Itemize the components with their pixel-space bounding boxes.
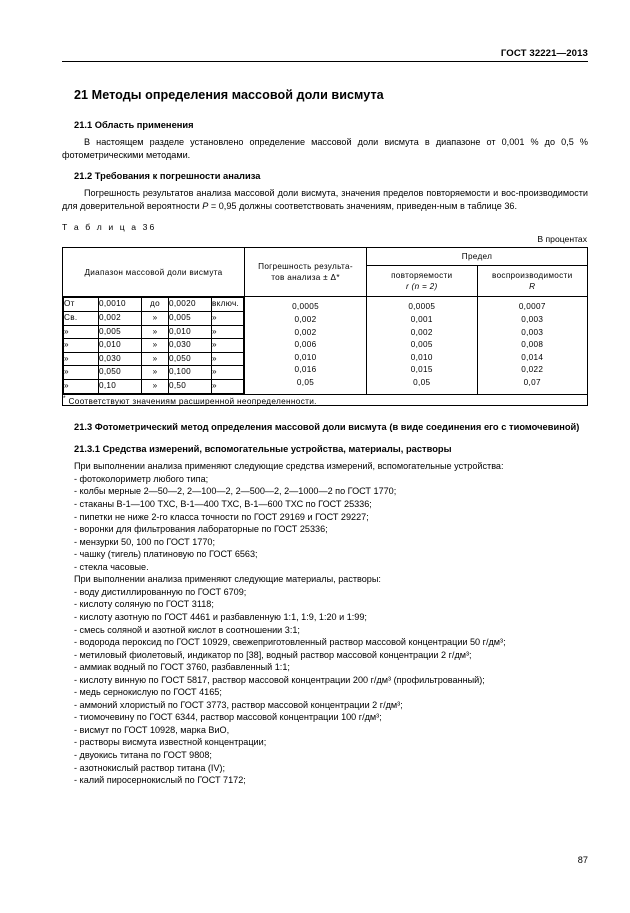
range-3-to: » [142,339,169,353]
list-item: - воду дистиллированную по ГОСТ 6709; [74,586,247,597]
delta-value-4: 0,010 [294,352,317,362]
list-item: - фотоколориметр любого типа; [74,473,209,484]
paragraph-21-2-part-c: = 0,95 должны соответствовать значениям, приведен- [208,200,440,211]
list-item: - чашку (тигель) платиновую по ГОСТ 6563; [74,549,258,560]
range-subtable [63,297,244,393]
running-header-standard-number: ГОСТ 32221—2013 [500,48,588,59]
range-1-inclusive: » [212,311,244,325]
cell-analysis-error-column [245,297,367,394]
range-4-upper: 0,050 [169,352,212,366]
column-header-analysis-error-line1: Погрешность результа- [258,262,353,272]
intro-instruments: При выполнении анализа применяют следующие средства измерений, вспомогательные устройства: [74,461,504,472]
list-item: - двуокись титана по ГОСТ 9808; [74,749,212,760]
table-footnote-row [63,394,588,406]
list-item: - калий пиросернокислый по ГОСТ 7172; [74,775,246,786]
reproducibility-value-2: 0,003 [521,327,544,337]
table-row [63,297,588,394]
range-4-inclusive: » [212,352,244,366]
table-header-row-1 [63,248,588,266]
range-1-upper: 0,005 [169,311,212,325]
list-item: - кислоту соляную по ГОСТ 3118; [74,599,214,610]
list-item: - аммиак водный по ГОСТ 3760, разбавленный 1:1; [74,662,290,673]
range-2-lower: 0,005 [99,325,142,339]
column-header-analysis-error-line2: тов анализа ± Δ* [271,273,340,283]
paragraph-21-1: В настоящем разделе установлено определение массовой доли висмута в диапазоне от 0,001 % до 0,5 % фотометрическими методами. [62,137,588,160]
range-5-inclusive: » [212,366,244,380]
range-5-lower: 0,050 [99,366,142,380]
range-row-4 [64,352,244,366]
cell-reproducibility-column [477,297,588,394]
range-2-from: » [64,325,99,339]
column-header-reproducibility [477,266,588,297]
column-header-repeatability-line1: повторяемости [391,271,453,281]
cell-repeatability-column [367,297,478,394]
range-1-lower: 0,002 [99,311,142,325]
range-4-to: » [142,352,169,366]
list-item: - водорода пероксид по ГОСТ 10929, свежеприготовленный раствор массовой концентрации 50 г/дм³; [74,637,506,648]
list-item: - кислоту винную по ГОСТ 5817, раствор массовой концентрации 200 г/дм³ (профильтрованный); [74,674,485,685]
paragraph-21-2-part-a: Погрешность результатов анализа массовой доли висмута, значения пределов повторяемости и вос- [84,188,519,199]
range-4-lower: 0,030 [99,352,142,366]
list-item: - висмут по ГОСТ 10928, марка ВиО, [74,724,230,735]
list-item: - метиловый фиолетовый, индикатор по [38], водный раствор массовой концентрации 2 г/дм³; [74,649,472,660]
range-1-to: » [142,311,169,325]
reproducibility-value-1: 0,003 [521,314,544,324]
delta-value-0: 0,0005 [292,302,319,312]
range-4-from: » [64,352,99,366]
cell-range-column [63,297,245,394]
range-6-lower: 0,10 [99,379,142,393]
paragraph-21-2-symbol-p: P [202,200,209,211]
range-0-upper: 0,0020 [169,298,212,312]
range-2-upper: 0,010 [169,325,212,339]
table-units-note: В процентах [537,234,587,245]
range-3-from: » [64,339,99,353]
range-1-from: Св. [64,311,99,325]
range-0-inclusive: включ. [212,298,244,312]
reproducibility-value-4: 0,014 [521,352,544,362]
list-item: - кислоту азотную по ГОСТ 4461 и разбавленную 1:1, 1:9, 1:20 и 1:99; [74,611,367,622]
delta-value-6: 0,05 [296,377,315,387]
list-item: - смесь соляной и азотной кислот в соотношении 3:1; [74,624,300,635]
section-title: 21 Методы определения массовой доли висмута [74,88,384,102]
subsection-heading-21-1: 21.1 Область применения [74,120,194,130]
column-header-mass-fraction-range: Диапазон массовой доли висмута [63,248,245,297]
list-item: - тиомочевину по ГОСТ 6344, раствор массовой концентрации 100 г/дм³; [74,712,382,723]
column-header-reproducibility-line2: R [529,282,536,292]
range-row-5 [64,366,244,380]
range-row-0 [64,298,244,312]
repeatability-value-2: 0,002 [410,327,433,337]
paragraph-21-2-part-b: производимости для доверительной вероятности [62,188,588,211]
repeatability-value-5: 0,015 [410,365,433,375]
error-limits-table [62,247,588,406]
range-6-from: » [64,379,99,393]
list-item: - медь сернокислую по ГОСТ 4165; [74,687,222,698]
range-5-from: » [64,366,99,380]
column-header-repeatability [367,266,478,297]
list-item: - мензурки 50, 100 по ГОСТ 1770; [74,536,216,547]
table-head [63,248,588,297]
range-row-3 [64,339,244,353]
table-footnote [63,394,588,406]
repeatability-value-4: 0,010 [410,352,433,362]
list-item: - стекла часовые. [74,561,149,572]
repeatability-value-0: 0,0005 [408,302,436,312]
repeatability-value-3: 0,005 [410,340,433,350]
range-2-to: » [142,325,169,339]
column-header-analysis-error [245,248,367,297]
subsection-heading-21-3-1: 21.3.1 Средства измерений, вспомогательные устройства, материалы, растворы [74,444,452,455]
table-body [63,297,588,406]
reproducibility-value-6: 0,07 [523,377,541,387]
table-footnote-text: Соответствуют значениям расширенной неопределенности. [68,395,317,406]
repeatability-value-6: 0,05 [413,377,431,387]
instruments-list [62,473,588,573]
list-item: - пипетки не ниже 2-го класса точности по ГОСТ 29169 и ГОСТ 29227; [74,511,369,522]
range-3-inclusive: » [212,339,244,353]
column-header-repeatability-line2: r (n = 2) [405,282,438,292]
delta-value-5: 0,016 [294,365,317,375]
delta-value-3: 0,006 [294,340,317,350]
list-item: - воронки для фильтрования лабораторные по ГОСТ 25336; [74,524,328,535]
list-item: - азотнокислый раствор титана (IV); [74,762,226,773]
range-6-upper: 0,50 [169,379,212,393]
range-6-to: » [142,379,169,393]
reproducibility-value-0: 0,0007 [518,302,546,312]
range-3-upper: 0,030 [169,339,212,353]
intro-materials: При выполнении анализа применяют следующие материалы, растворы: [74,574,381,585]
reproducibility-value-5: 0,022 [521,365,544,375]
materials-list [62,586,588,787]
footnote-marker-icon: * [63,394,66,402]
range-row-6 [64,379,244,393]
list-item: - растворы висмута известной концентрации; [74,737,267,748]
range-6-inclusive: » [212,379,244,393]
delta-value-2: 0,002 [294,327,317,337]
range-5-upper: 0,100 [169,366,212,380]
range-0-from: От [64,298,99,312]
list-item: - стаканы В-1—100 ТХС, В-1—400 ТХС, В-1—600 ТХС по ГОСТ 25336; [74,498,372,509]
range-2-inclusive: » [212,325,244,339]
range-0-lower: 0,0010 [99,298,142,312]
reproducibility-value-3: 0,008 [521,340,544,350]
repeatability-value-1: 0,001 [410,314,433,324]
range-row-2 [64,325,244,339]
header-divider-rule [62,61,588,62]
paragraph-21-2 [62,187,588,212]
range-subtable-body [64,298,244,393]
range-3-lower: 0,010 [99,339,142,353]
paragraph-21-2-part-d: ным в таблице 36. [439,200,517,211]
delta-value-1: 0,002 [294,314,317,324]
range-row-1 [64,311,244,325]
subsection-heading-21-2: 21.2 Требования к погрешности анализа [74,171,261,182]
column-header-reproducibility-line1: воспроизводимости [492,271,573,281]
page-number: 87 [577,855,588,865]
subsection-heading-21-3: 21.3 Фотометрический метод определения массовой доли висмута (в виде соединения его с тиомочевиной) [74,422,580,433]
range-5-to: » [142,366,169,380]
list-item: - аммоний хлористый по ГОСТ 3773, раствор массовой концентрации 2 г/дм³; [74,699,403,710]
list-item: - колбы мерные 2—50—2, 2—100—2, 2—500—2, 2—1000—2 по ГОСТ 1770; [74,486,397,497]
column-group-header-limit: Предел [367,248,588,266]
table-caption: Т а б л и ц а 36 [62,222,157,233]
range-0-to: до [142,298,169,312]
